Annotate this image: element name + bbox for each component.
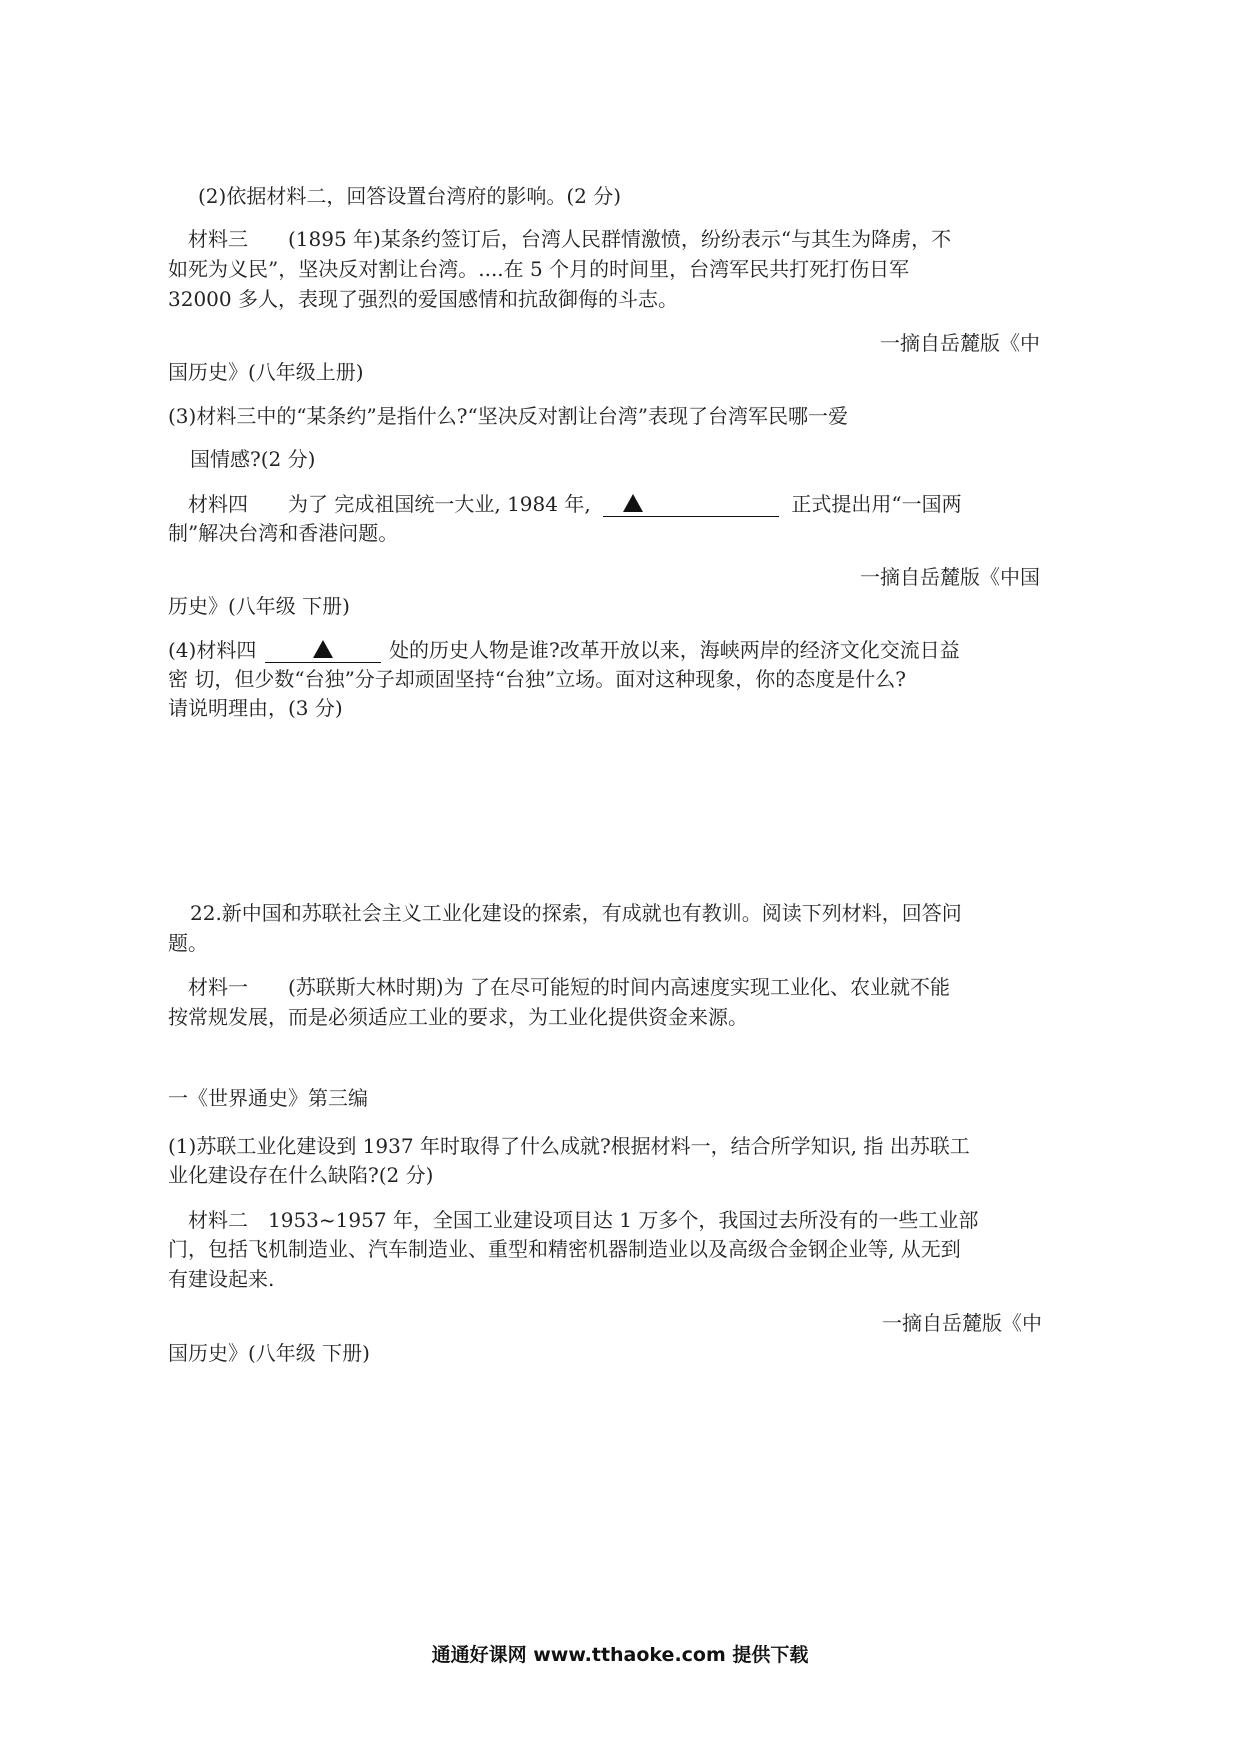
question-21-3-line-2: 国情感?(2 分) (190, 447, 316, 471)
material-4-source: 一摘自岳麓版《中国 (860, 565, 1040, 589)
material-4-line-1 (188, 491, 962, 517)
question-21-4-text-b: 处的历史人物是谁?改革开放以来，海峡两岸的经济文化交流日益 (389, 638, 960, 662)
answer-blank (265, 638, 381, 663)
material-1-source: 一《世界通史》第三编 (168, 1086, 368, 1110)
question-22-line-2: 题。 (168, 931, 208, 955)
material-1-line-2: 按常规发展，而是必须适应工业的要求，为工业化提供资金来源。 (168, 1005, 748, 1029)
question-22-line-1: 22.新中国和苏联社会主义工业化建设的探索，有成就也有教训。阅读下列材料，回答问 (190, 901, 962, 925)
footer-watermark: 通通好课网 www.tthaoke.com 提供下载 (431, 1644, 809, 1666)
material-4-text-b: 正式提出用“一国两 (791, 492, 962, 516)
material-2-source-cont: 国历史》(八年级 下册) (168, 1341, 370, 1365)
question-21-4-line-3: 请说明理由，(3 分) (168, 696, 343, 720)
material-4-line-2: 制”解决台湾和香港问题。 (168, 521, 399, 545)
material-3-line-2: 如死为义民”，坚决反对割让台湾。....在 5 个月的时间里，台湾军民共打死打伤日军 (168, 257, 910, 281)
question-21-4-text-a: (4)材料四 (168, 638, 257, 662)
question-21-4-line-2: 密 切，但少数“台独”分子却顽固坚持“台独”立场。面对这种现象，你的态度是什么? (168, 667, 906, 691)
question-22-1-line-2: 业化建设存在什么缺陷?(2 分) (168, 1163, 434, 1187)
material-2-source: 一摘自岳麓版《中 (882, 1311, 1042, 1335)
material-4-source-cont: 历史》(八年级 下册) (168, 594, 350, 618)
triangle-marker-icon (313, 640, 333, 658)
material-4-text-a: 材料四 为了 完成祖国统一大业, 1984 年, (188, 492, 591, 516)
material-1-line-1: 材料一 (苏联斯大林时期)为 了在尽可能短的时间内高速度实现工业化、农业就不能 (188, 975, 950, 999)
material-2-line-3: 有建设起来. (168, 1267, 275, 1291)
question-22-1-line-1: (1)苏联工业化建设到 1937 年时取得了什么成就?根据材料一，结合所学知识, 指 出苏联工 (168, 1134, 970, 1158)
material-3-source: 一摘自岳麓版《中 (880, 331, 1040, 355)
material-2-line-2: 门，包括飞机制造业、汽车制造业、重型和精密机器制造业以及高级合金钢企业等, 从无到 (168, 1237, 961, 1261)
question-21-3-line-1: (3)材料三中的“某条约”是指什么?“坚决反对割让台湾”表现了台湾军民哪一爱 (168, 404, 848, 428)
material-2-line-1: 材料二 1953~1957 年，全国工业建设项目达 1 万多个，我国过去所没有的一些工业部 (188, 1208, 979, 1232)
answer-blank (603, 492, 779, 517)
material-3-source-cont: 国历史》(八年级上册) (168, 360, 364, 384)
material-3-line-3: 32000 多人，表现了强烈的爱国感情和抗敌御侮的斗志。 (168, 287, 678, 311)
triangle-marker-icon (623, 494, 643, 512)
question-21-2: (2)依据材料二，回答设置台湾府的影响。(2 分) (198, 184, 622, 208)
material-3-line-1: 材料三 (1895 年)某条约签订后，台湾人民群情激愤，纷纷表示“与其生为降虏，不 (188, 227, 952, 251)
question-21-4-line-1 (168, 637, 960, 663)
